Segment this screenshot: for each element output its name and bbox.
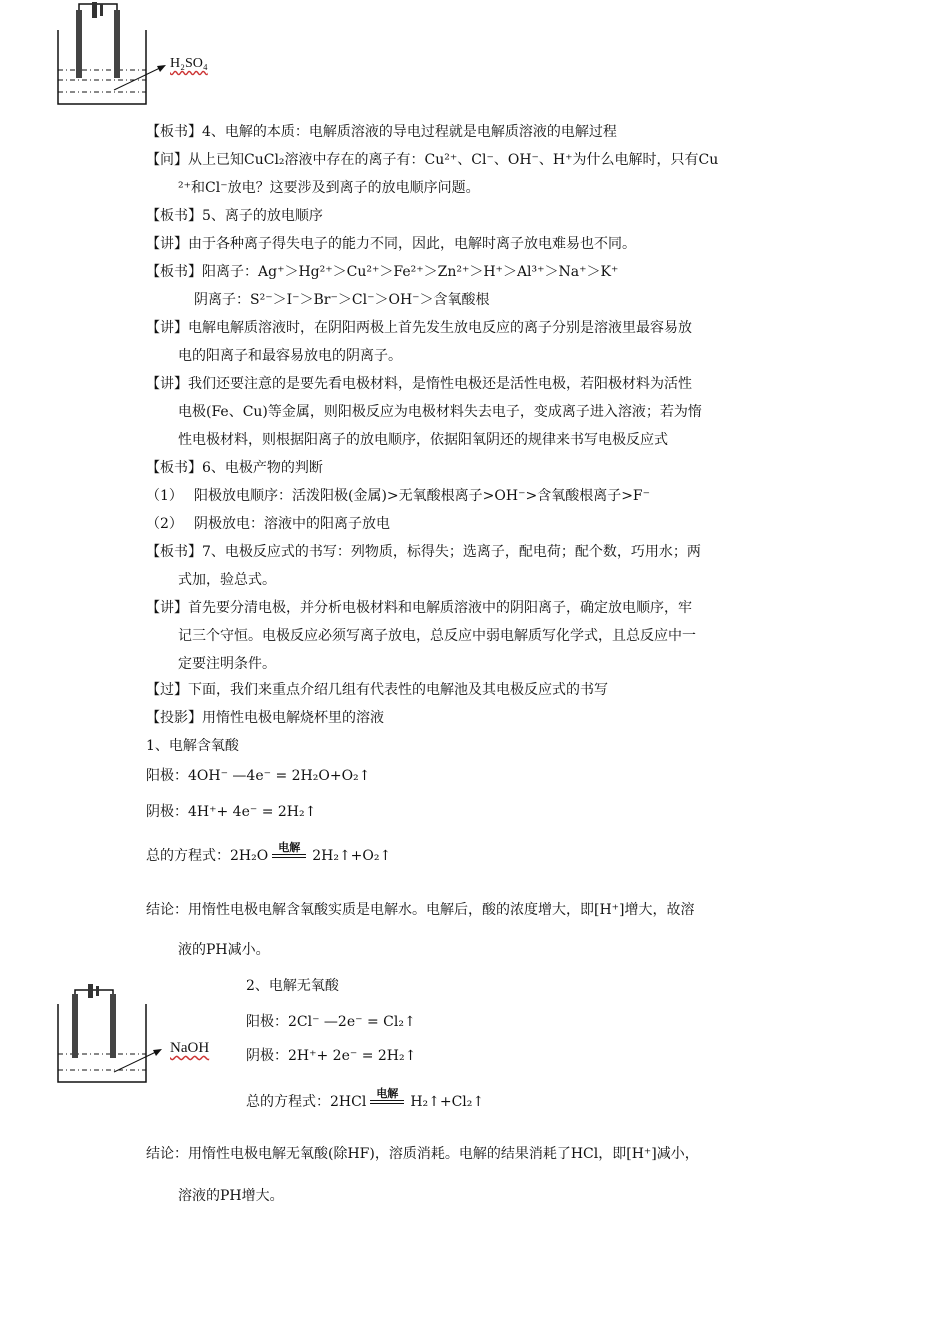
lecture-line-3: 【讲】我们还要注意的是要先看电极材料，是惰性电极还是活性电极，若阳极材料为活性 [146, 376, 692, 392]
lecture-line-4-cont1: 记三个守恒。电极反应必须写离子放电，总反应中弱电解质写化学式，且总反应中一 [178, 628, 696, 644]
board-line-6: 【板书】6、电极产物的判断 [146, 460, 323, 476]
question-line-cont: ²⁺和Cl⁻放电？这要涉及到离子的放电顺序问题。 [178, 180, 480, 196]
electrolysis-cell-diagram-2 [54, 978, 224, 1088]
projection-line: 【投影】用惰性电极电解烧杯里的溶液 [146, 710, 384, 726]
board-line-4: 【板书】4、电解的本质：电解质溶液的导电过程就是电解质溶液的电解过程 [146, 124, 617, 140]
item-2: （2） 阴极放电：溶液中的阳离子放电 [146, 516, 390, 532]
section-2-title: 2、电解无氧酸 [246, 978, 339, 994]
figure-1-label: H₂SO₄ [170, 56, 208, 71]
sec1-cathode: 阴极：4H⁺+ 4e⁻ = 2H₂↑ [146, 804, 317, 820]
lecture-line-2-cont: 电的阳离子和最容易放电的阴离子。 [178, 348, 402, 364]
sec1-conclusion: 结论：用惰性电极电解含氧酸实质是电解水。电解后，酸的浓度增大，即[H⁺]增大，故溶 [146, 902, 695, 918]
sec1-anode: 阳极：4OH⁻ —4e⁻ = 2H₂O+O₂↑ [146, 768, 371, 784]
anion-order: 阴离子：S²⁻＞I⁻＞Br⁻＞Cl⁻＞OH⁻＞含氧酸根 [194, 292, 490, 308]
lecture-line-4-cont2: 定要注明条件。 [178, 656, 276, 672]
board-line-5: 【板书】5、离子的放电顺序 [146, 208, 323, 224]
sec1-total: 总的方程式：2H₂O 电解 2H₂↑+O₂↑ [146, 841, 392, 864]
electrolysis-cell-diagram-1 [54, 0, 224, 110]
sec2-conclusion: 结论：用惰性电极电解无氧酸(除HF)，溶质消耗。电解的结果消耗了HCl，即[H⁺]减小， [146, 1146, 699, 1162]
sec2-total: 总的方程式：2HCl 电解 H₂↑+Cl₂↑ [246, 1087, 485, 1110]
question-line: 【问】从上已知CuCl₂溶液中存在的离子有：Cu²⁺、Cl⁻、OH⁻、H⁺为什么电解时，只有Cu [146, 152, 719, 168]
cation-order: 【板书】阳离子：Ag⁺＞Hg²⁺＞Cu²⁺＞Fe²⁺＞Zn²⁺＞H⁺＞Al³⁺＞Na⁺＞K⁺ [146, 264, 619, 280]
lecture-line-1: 【讲】由于各种离子得失电子的能力不同，因此，电解时离子放电难易也不同。 [146, 236, 636, 252]
sec2-cathode: 阴极：2H⁺+ 2e⁻ = 2H₂↑ [246, 1048, 417, 1064]
board-line-7: 【板书】7、电极反应式的书写：列物质，标得失；选离子，配电荷；配个数，巧用水；两 [146, 544, 701, 560]
figure-2-label: NaOH [170, 1040, 210, 1056]
lecture-line-3-cont2: 性电极材料，则根据阳离子的放电顺序，依据阳氧阴还的规律来书写电极反应式 [178, 432, 668, 448]
board-line-7-cont: 式加，验总式。 [178, 572, 276, 588]
section-1-title: 1、电解含氧酸 [146, 738, 239, 754]
transition-line: 【过】下面，我们来重点介绍几组有代表性的电解池及其电极反应式的书写 [146, 682, 608, 698]
sec1-conclusion-cont: 液的PH减小。 [178, 942, 270, 958]
lecture-line-4: 【讲】首先要分清电极，并分析电极材料和电解质溶液中的阴阳离子，确定放电顺序，牢 [146, 600, 692, 616]
sec2-anode: 阳极：2Cl⁻ —2e⁻ = Cl₂↑ [246, 1014, 416, 1030]
lecture-line-3-cont1: 电极(Fe、Cu)等金属，则阳极反应为电极材料失去电子，变成离子进入溶液；若为惰 [178, 404, 702, 420]
lecture-line-2: 【讲】电解电解质溶液时，在阴阳两极上首先发生放电反应的离子分别是溶液里最容易放 [146, 320, 692, 336]
sec2-conclusion-cont: 溶液的PH增大。 [178, 1188, 284, 1204]
item-1: （1） 阳极放电顺序：活泼阳极(金属)>无氧酸根离子>OH⁻>含氧酸根离子>F⁻ [146, 488, 651, 504]
